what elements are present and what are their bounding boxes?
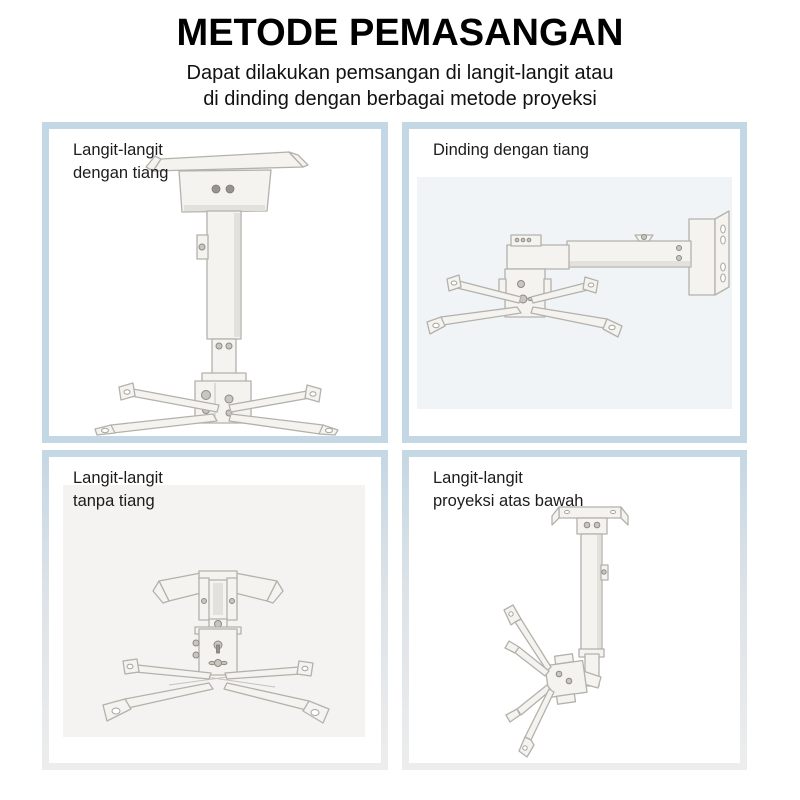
subtitle-line-2: di dinding dengan berbagai metode proyeksi	[203, 87, 597, 110]
panel-ceiling-updown-projection-inner	[409, 457, 740, 763]
panel-ceiling-with-pole	[42, 122, 388, 443]
panel-wall-with-pole	[402, 122, 747, 443]
page-subtitle	[0, 60, 800, 112]
header	[0, 13, 800, 112]
panel-label-line-2: dengan tiang	[73, 164, 169, 182]
panel-label-line-1: Langit-langit	[73, 141, 163, 159]
page-title: METODE PEMASANGAN	[176, 12, 624, 54]
subtitle-line-1: Dapat dilakukan pemsangan di langit-langit atau	[186, 61, 614, 84]
panel-label-line-1: Langit-langit	[73, 469, 163, 487]
panel-ceiling-no-pole	[42, 450, 388, 770]
wall-plate	[689, 211, 729, 295]
panel-label	[433, 467, 583, 513]
panel-label-line-1: Dinding dengan tiang	[433, 141, 589, 159]
wall-mount-with-arm-illustration	[409, 129, 740, 436]
panel-label-line-2: proyeksi atas bawah	[433, 492, 584, 510]
center-block	[193, 619, 241, 675]
panel-label	[73, 467, 163, 513]
panel-wall-with-pole-inner	[409, 129, 740, 436]
panel-label	[433, 139, 589, 162]
panel-label-line-1: Langit-langit	[433, 469, 523, 487]
panel-ceiling-updown-projection	[402, 450, 747, 770]
panel-label-line-2: tanpa tiang	[73, 492, 155, 510]
pole	[197, 211, 241, 377]
panel-label	[73, 139, 168, 185]
panel-ceiling-no-pole-inner	[49, 457, 381, 763]
panel-ceiling-with-pole-inner	[49, 129, 381, 436]
ceiling-plate	[146, 152, 308, 212]
